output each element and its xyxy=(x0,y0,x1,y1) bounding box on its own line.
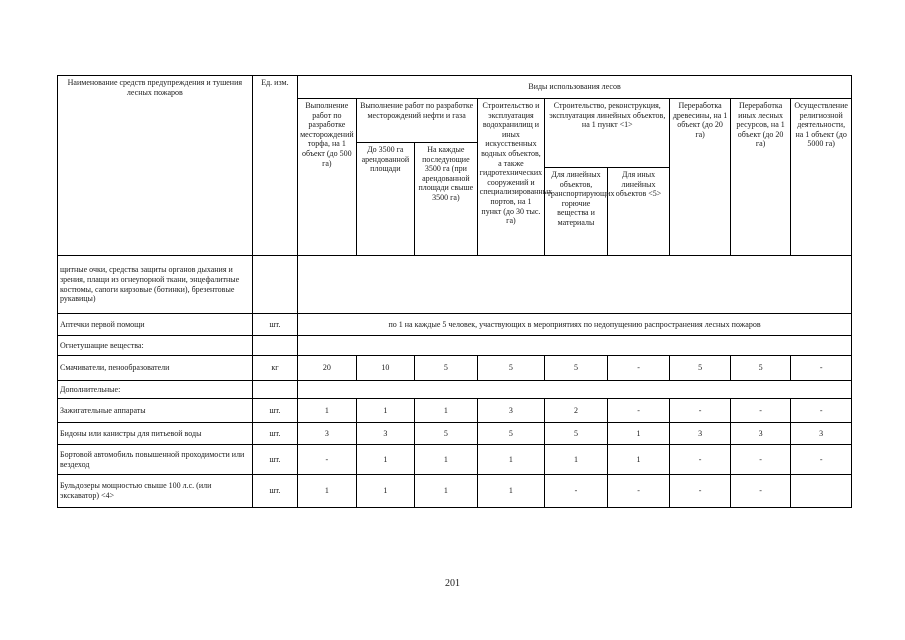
row-value: 2 xyxy=(545,399,608,423)
row-value: 1 xyxy=(356,445,415,475)
row-unit: шт. xyxy=(252,399,297,423)
row-value: 20 xyxy=(298,356,357,381)
row-value: 1 xyxy=(298,399,357,423)
table-row xyxy=(58,423,852,445)
page-number: 201 xyxy=(445,578,460,589)
table-row xyxy=(58,475,852,508)
row-name: Смачиватели, пенообразователи xyxy=(58,356,253,381)
row-unit xyxy=(252,336,297,356)
row-value: - xyxy=(607,356,670,381)
row-name: Дополнительные: xyxy=(58,381,253,399)
row-value: 1 xyxy=(607,423,670,445)
row-value: - xyxy=(670,399,731,423)
header-group: Виды использования лесов xyxy=(298,76,852,99)
table-row xyxy=(58,256,852,314)
row-value: 3 xyxy=(730,423,791,445)
header-peat: Выполнение работ по разработке месторождений торфа, на 1 объект (до 500 га) xyxy=(298,99,357,256)
table-row xyxy=(58,356,852,381)
row-unit: шт. xyxy=(252,475,297,508)
row-span-note: по 1 на каждые 5 человек, участвующих в мероприятиях по недопущению распространения лесных пожаров xyxy=(298,314,852,336)
row-value: 1 xyxy=(607,445,670,475)
header-oilgas-extra: На каждые последующие 3500 га (при арендованной площади свыше 3500 га) xyxy=(415,143,478,256)
table-row xyxy=(58,381,852,399)
row-value: - xyxy=(298,445,357,475)
row-value: 3 xyxy=(298,423,357,445)
row-value: - xyxy=(730,399,791,423)
row-name: Зажигательные аппараты xyxy=(58,399,253,423)
row-unit: шт. xyxy=(252,445,297,475)
row-value: - xyxy=(730,475,791,508)
row-value: 5 xyxy=(477,423,545,445)
row-empty xyxy=(298,381,852,399)
row-value: 1 xyxy=(477,475,545,508)
equipment-table xyxy=(57,75,852,508)
row-empty xyxy=(298,256,852,314)
row-value: 1 xyxy=(298,475,357,508)
header-forest-resources: Переработка иных лесных ресурсов, на 1 объект (до 20 га) xyxy=(730,99,791,256)
header-linear: Строительство, реконструкция, эксплуатация линейных объектов, на 1 пункт <1> xyxy=(545,99,670,168)
row-empty xyxy=(298,336,852,356)
row-value: 1 xyxy=(477,445,545,475)
row-value: 5 xyxy=(477,356,545,381)
row-name: Огнетушащие вещества: xyxy=(58,336,253,356)
row-value: 5 xyxy=(545,423,608,445)
row-name: Аптечки первой помощи xyxy=(58,314,253,336)
row-unit: кг xyxy=(252,356,297,381)
row-value: 1 xyxy=(415,475,478,508)
header-unit: Ед. изм. xyxy=(252,76,297,256)
table-row xyxy=(58,314,852,336)
row-name: Бортовой автомобиль повышенной проходимости или вездеход xyxy=(58,445,253,475)
row-name: щитные очки, средства защиты органов дыхания и зрения, плащи из огнеупорной ткани, энцефалитные костюмы, сапоги кирзовые (ботинки), брезентовые рукавицы) xyxy=(58,256,253,314)
row-name: Бульдозеры мощностью свыше 100 л.с. (или экскаватор) <4> xyxy=(58,475,253,508)
row-value: 5 xyxy=(545,356,608,381)
row-unit xyxy=(252,256,297,314)
row-name: Бидоны или канистры для питьевой воды xyxy=(58,423,253,445)
table-row xyxy=(58,336,852,356)
header-oilgas-base: До 3500 га арендованной площади xyxy=(356,143,415,256)
row-value: - xyxy=(607,399,670,423)
row-value: 1 xyxy=(415,445,478,475)
row-value: - xyxy=(670,475,731,508)
header-linear-flammable: Для линейных объектов, транспортирующих горючие вещества и материалы xyxy=(545,168,608,256)
row-value: - xyxy=(545,475,608,508)
table-row xyxy=(58,445,852,475)
header-wood: Переработка древесины, на 1 объект (до 20 га) xyxy=(670,99,731,256)
row-value: - xyxy=(730,445,791,475)
table-row xyxy=(58,399,852,423)
row-value: - xyxy=(670,445,731,475)
row-value: 1 xyxy=(356,399,415,423)
row-value: 3 xyxy=(356,423,415,445)
header-linear-other: Для иных линейных объектов <5> xyxy=(607,168,670,256)
row-value xyxy=(791,475,852,508)
header-water: Строительство и эксплуатация водохранилищ и иных искусственных водных объектов, а также гидротехнических сооружений и специализированных портов, на 1 пункт (до 30 тыс. га) xyxy=(477,99,545,256)
row-value: - xyxy=(791,445,852,475)
row-value: 5 xyxy=(415,356,478,381)
row-value: - xyxy=(791,399,852,423)
row-value: 1 xyxy=(545,445,608,475)
header-religious: Осуществление религиозной деятельности, на 1 объект (до 5000 га) xyxy=(791,99,852,256)
row-unit: шт. xyxy=(252,314,297,336)
row-value: 1 xyxy=(415,399,478,423)
header-oilgas: Выполнение работ по разработке месторождений нефти и газа xyxy=(356,99,477,143)
row-value: 10 xyxy=(356,356,415,381)
row-value: 5 xyxy=(670,356,731,381)
row-value: 1 xyxy=(356,475,415,508)
row-value: 5 xyxy=(415,423,478,445)
row-unit: шт. xyxy=(252,423,297,445)
header-name: Наименование средств предупреждения и тушения лесных пожаров xyxy=(58,76,253,256)
row-unit xyxy=(252,381,297,399)
row-value: 3 xyxy=(477,399,545,423)
row-value: 3 xyxy=(670,423,731,445)
row-value: 3 xyxy=(791,423,852,445)
row-value: - xyxy=(791,356,852,381)
row-value: - xyxy=(607,475,670,508)
row-value: 5 xyxy=(730,356,791,381)
